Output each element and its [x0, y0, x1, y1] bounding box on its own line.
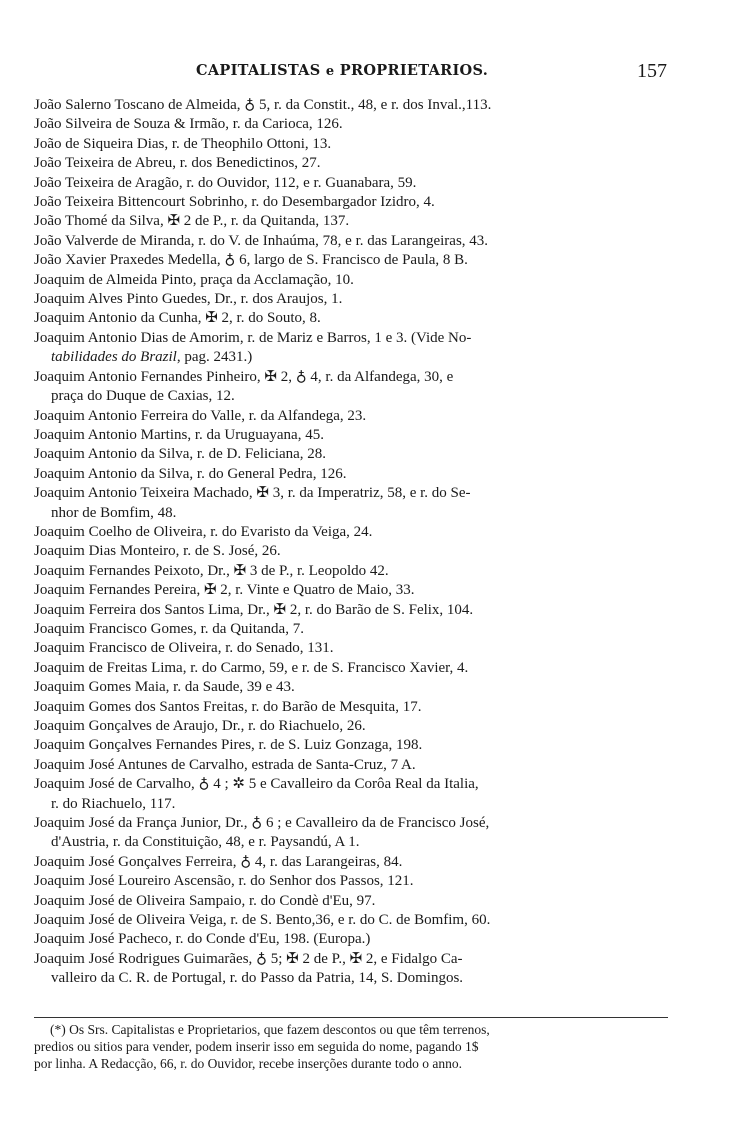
list-item	[34, 581, 668, 600]
entry-text: João Teixeira de Aragão, r. do Ouvidor, 112, e r. Guanabara, 59.	[34, 174, 417, 191]
entry-text: Joaquim de Almeida Pinto, praça da Acclamação, 10.	[34, 271, 354, 288]
entry-text: Joaquim Antonio Dias de Amorim, r. de Mariz e Barros, 1 e 3. (Vide No-	[34, 329, 472, 346]
list-item	[34, 484, 668, 523]
list-item	[34, 542, 668, 561]
list-item	[34, 445, 668, 464]
list-item	[34, 872, 668, 891]
entry-text: Joaquim Fernandes Pereira, ✠ 2, r. Vinte e Quatro de Maio, 33.	[34, 582, 415, 599]
entry-text: Joaquim José de Oliveira Veiga, r. de S. Bento,36, e r. do C. de Bomfim, 60.	[34, 912, 491, 929]
title-part2: PROPRIETARIOS.	[339, 62, 489, 79]
list-item	[34, 407, 668, 426]
page-title	[196, 62, 488, 79]
title-part1: CAPITALISTAS	[196, 62, 321, 79]
entry-text: Joaquim José Gonçalves Ferreira, ♁ 4, r. das Larangeiras, 84.	[34, 853, 403, 870]
list-item	[34, 601, 668, 620]
entry-text: Joaquim José Antunes de Carvalho, estrada de Santa-Cruz, 7 A.	[34, 756, 416, 773]
footnote-line: (*) Os Srs. Capitalistas e Proprietarios, que fazem descontos ou que têm terrenos,	[50, 1022, 490, 1037]
entry-text: Joaquim Coelho de Oliveira, r. do Evaristo da Veiga, 24.	[34, 523, 373, 540]
list-item	[34, 212, 668, 231]
entry-text: João de Siqueira Dias, r. de Theophilo Ottoni, 13.	[34, 135, 332, 152]
list-item	[34, 309, 668, 328]
entry-text: Joaquim Francisco de Oliveira, r. do Senado, 131.	[34, 640, 334, 657]
entry-text: Joaquim José Rodrigues Guimarães, ♁ 5; ✠ 2 de P., ✠ 2, e Fidalgo Ca-	[34, 950, 463, 967]
entry-text: Joaquim Antonio Martins, r. da Uruguayana, 45.	[34, 426, 324, 443]
list-item	[34, 290, 668, 309]
entry-text: Joaquim Ferreira dos Santos Lima, Dr., ✠ 2, r. do Barão de S. Felix, 104.	[34, 601, 474, 618]
entry-continuation: praça do Duque de Caxias, 12.	[51, 388, 235, 405]
entry-text: Joaquim Gonçalves de Araujo, Dr., r. do Riachuelo, 26.	[34, 718, 366, 734]
entry-text: Joaquim José Loureiro Ascensão, r. do Senhor dos Passos, 121.	[34, 873, 414, 890]
entry-continuation: nhor de Bomfim, 48.	[51, 504, 177, 521]
list-item	[34, 368, 668, 407]
list-item	[34, 930, 668, 949]
list-item	[34, 465, 668, 484]
list-item	[34, 115, 668, 134]
list-item	[34, 950, 668, 989]
entry-text: Joaquim Fernandes Peixoto, Dr., ✠ 3 de P., r. Leopoldo 42.	[34, 562, 389, 579]
entry-text: Joaquim Antonio Teixeira Machado, ✠ 3, r. da Imperatriz, 58, e r. do Se-	[34, 485, 471, 502]
list-item	[34, 659, 668, 678]
list-item	[34, 154, 668, 173]
entry-continuation: valleiro da C. R. de Portugal, r. do Passo da Patria, 14, S. Domingos.	[51, 970, 464, 987]
entry-text: Joaquim Gomes Maia, r. da Saude, 39 e 43.	[34, 679, 295, 696]
entry-text: Joaquim Antonio Fernandes Pinheiro, ✠ 2, ♁ 4, r. da Alfandega, 30, e	[34, 368, 454, 385]
footnote-line: predios ou sitios para vender, podem inserir isso em seguida do nome, pagando 1$	[34, 1039, 479, 1054]
list-item	[34, 523, 668, 542]
footnote-line: por linha. A Redacção, 66, r. do Ouvidor, recebe inserções durante todo o anno.	[34, 1056, 462, 1071]
entry-text: Joaquim José Pacheco, r. do Conde d'Eu, 198. (Europa.)	[34, 931, 371, 948]
entry-text: Joaquim Antonio Ferreira do Valle, r. da Alfandega, 23.	[34, 407, 367, 424]
entry-text: João Thomé da Silva, ✠ 2 de P., r. da Quitanda, 137.	[34, 213, 350, 230]
list-item	[34, 853, 668, 872]
entry-text: João Xavier Praxedes Medella, ♁ 6, largo de S. Francisco de Paula, 8 B.	[34, 252, 468, 269]
page-header	[0, 60, 747, 88]
list-item	[34, 135, 668, 154]
entry-text: João Teixeira de Abreu, r. dos Benedictinos, 27.	[34, 155, 321, 172]
entry-continuation: d'Austria, r. da Constituição, 48, e r. Paysandú, A 1.	[51, 834, 360, 851]
entry-text: João Valverde de Miranda, r. do V. de Inhaúma, 78, e r. das Larangeiras, 43.	[34, 232, 489, 249]
list-item	[34, 96, 668, 115]
list-item	[34, 678, 668, 697]
list-item	[34, 911, 668, 930]
list-item	[34, 639, 668, 658]
list-item	[34, 562, 668, 581]
entry-text: Joaquim de Freitas Lima, r. do Carmo, 59, e r. de S. Francisco Xavier, 4.	[34, 659, 469, 676]
list-item	[34, 271, 668, 290]
list-item	[34, 814, 668, 853]
list-item	[34, 756, 668, 775]
entry-text: Joaquim José de Carvalho, ♁ 4 ; ✲ 5 e Cavalleiro da Corôa Real da Italia,	[34, 776, 479, 793]
list-item	[34, 193, 668, 212]
entry-text: Joaquim Alves Pinto Guedes, Dr., r. dos Araujos, 1.	[34, 291, 343, 308]
list-item	[34, 174, 668, 193]
entry-text: Joaquim Antonio da Silva, r. do General Pedra, 126.	[34, 465, 347, 482]
entry-text: Joaquim José da França Junior, Dr., ♁ 6 ; e Cavalleiro da de Francisco José,	[34, 815, 490, 832]
entry-text: Joaquim Antonio da Silva, r. de D. Feliciana, 28.	[34, 446, 327, 463]
list-item	[34, 698, 668, 717]
entry-text: Joaquim José de Oliveira Sampaio, r. do Condè d'Eu, 97.	[34, 892, 376, 909]
entry-text: João Salerno Toscano de Almeida, ♁ 5, r. da Constit., 48, e r. dos Inval.,113.	[34, 97, 492, 113]
entry-text: João Silveira de Souza & Irmão, r. da Carioca, 126.	[34, 116, 343, 133]
entry-text: João Teixeira Bittencourt Sobrinho, r. do Desembargador Izidro, 4.	[34, 194, 435, 211]
entry-text: Joaquim Gomes dos Santos Freitas, r. do Barão de Mesquita, 17.	[34, 698, 422, 715]
list-item	[34, 892, 668, 911]
entry-continuation	[34, 348, 668, 367]
entry-italic-reference: tabilidades do Brazil	[51, 349, 177, 366]
list-item	[34, 736, 668, 755]
list-item	[34, 426, 668, 445]
entry-text: Joaquim Gonçalves Fernandes Pires, r. de S. Luiz Gonzaga, 198.	[34, 737, 423, 754]
footnote-rule	[34, 1017, 668, 1018]
page-number: 157	[637, 60, 667, 82]
entry-list	[34, 96, 668, 989]
title-conjunction: e	[325, 64, 335, 79]
list-item	[34, 251, 668, 270]
entry-continuation-rest: , pag. 2431.)	[176, 349, 253, 366]
list-item	[34, 775, 668, 814]
entry-text: Joaquim Dias Monteiro, r. de S. José, 26.	[34, 543, 281, 560]
list-item	[34, 232, 668, 251]
list-item	[34, 620, 668, 639]
entry-continuation: r. do Riachuelo, 117.	[51, 795, 176, 812]
list-item	[34, 717, 668, 736]
entry-text: Joaquim Francisco Gomes, r. da Quitanda, 7.	[34, 620, 304, 637]
list-item	[34, 329, 668, 368]
entry-text: Joaquim Antonio da Cunha, ✠ 2, r. do Souto, 8.	[34, 310, 321, 327]
footnote	[34, 1021, 668, 1072]
